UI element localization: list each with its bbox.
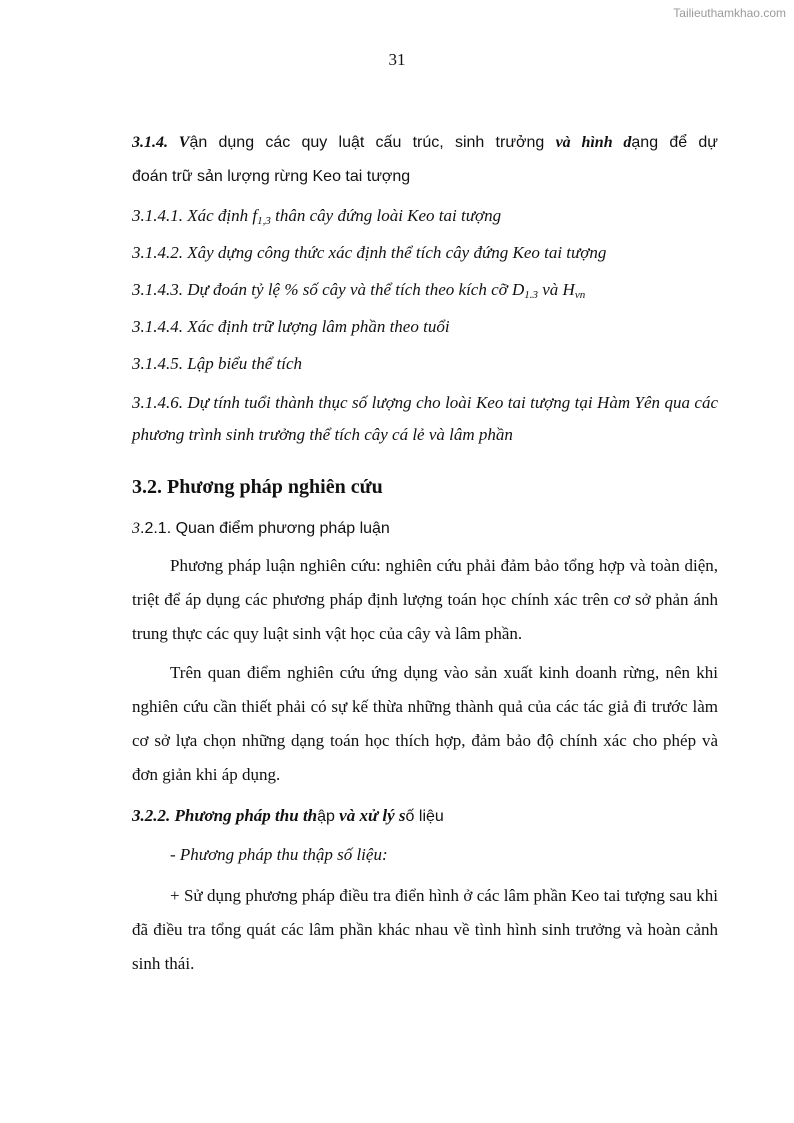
subsection-3-1-4-6: 3.1.4.6. Dự tính tuổi thành thục số lượng cho loài Keo tai tượng tại Hàm Yên qua các phương trình sinh trưởng thể tích cây cá lẻ và lâm phần xyxy=(132,393,718,444)
item-text: 3.1.4.1. Xác định f xyxy=(132,206,258,225)
document-body xyxy=(132,126,718,981)
page-number: 31 xyxy=(388,50,406,69)
heading-part-c: và xử lý s xyxy=(334,806,406,825)
section-heading-3-2-2 xyxy=(132,802,718,831)
watermark: Tailieuthamkhao.com xyxy=(673,6,786,20)
subscript: 1.3 xyxy=(524,289,538,301)
subscript: 1,3 xyxy=(257,215,271,227)
subscript: vn xyxy=(574,289,586,301)
subsection-3-1-4-3 xyxy=(132,276,718,304)
section-heading-3-1-4-line2: đoán trữ sản lượng rừng Keo tai tượng xyxy=(132,168,411,185)
subsection-3-1-4-1 xyxy=(132,202,718,230)
section-heading-3-2: 3.2. Phương pháp nghiên cứu xyxy=(132,476,383,498)
section-heading-3-2-1 xyxy=(132,515,718,543)
subsection-3-1-4-5: 3.1.4.5. Lập biểu thể tích xyxy=(132,354,302,373)
section-number-3-1-4: 3.1.4. V xyxy=(132,134,190,151)
item-text: và H xyxy=(538,280,575,299)
heading-part-d: ố liệu xyxy=(405,808,444,825)
subsection-3-1-4-2: 3.1.4.2. Xây dựng công thức xác định thể tích cây đứng Keo tai tượng xyxy=(132,243,607,262)
section-heading-3-1-4-line1 xyxy=(132,126,718,160)
heading-text-bold-italic: và hình d xyxy=(555,134,632,151)
heading-number: 3 xyxy=(132,520,140,537)
paragraph-1: Phương pháp luận nghiên cứu: nghiên cứu phải đảm bảo tổng hợp và toàn diện, triệt để áp dụng các phương pháp định lượng toán học chính xác trên cơ sở phản ánh trung thực các quy luật sinh vật học của cây và lâm phần. xyxy=(132,556,718,643)
heading-text-part-a: ận dụng các quy luật cấu trúc, sinh trưởng xyxy=(189,134,556,151)
heading-part-a: 3.2.2. Phương pháp thu th xyxy=(132,806,318,825)
item-text: thân cây đứng loài Keo tai tượng xyxy=(270,206,502,225)
paragraph-2: Trên quan điểm nghiên cứu ứng dụng vào sản xuất kinh doanh rừng, nên khi nghiên cứu cần thiết phải có sự kế thừa những thành quả của các tác giả đi trước làm cơ sở lựa chọn những dạng toán học thích hợp, đảm bảo độ chính xác cho phép và đơn giản khi áp dụng. xyxy=(132,663,718,784)
paragraph-3: + Sử dụng phương pháp điều tra điển hình ở các lâm phần Keo tai tượng sau khi đã điều tra tổng quát các lâm phần khác nhau về tình hình sinh trưởng và hoàn cảnh sinh thái. xyxy=(132,886,718,973)
subsection-3-1-4-4: 3.1.4.4. Xác định trữ lượng lâm phần theo tuổi xyxy=(132,317,450,336)
item-text: 3.1.4.3. Dự đoán tỷ lệ % số cây và thể tích theo kích cỡ D xyxy=(132,280,525,299)
section-heading-3-1-4 xyxy=(132,126,718,194)
data-collection-label: - Phương pháp thu thập số liệu: xyxy=(170,845,388,864)
heading-text: .2.1. Quan điểm phương pháp luận xyxy=(140,520,390,537)
heading-part-b: ập xyxy=(317,808,335,825)
heading-text-part-b: ạng để dự xyxy=(631,134,718,151)
